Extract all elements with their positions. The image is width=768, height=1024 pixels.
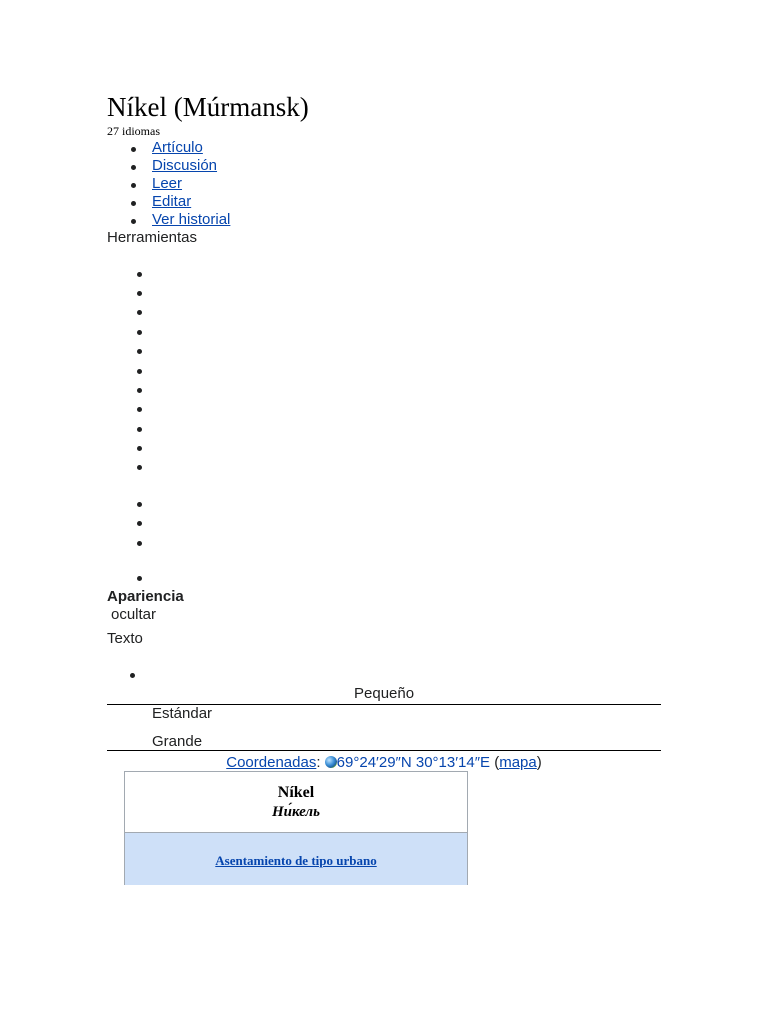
tools-list-bullet [137, 427, 142, 432]
tools-list-bullet [137, 407, 142, 412]
tab-history [107, 211, 230, 229]
coordinates-link[interactable]: Coordenadas [226, 754, 317, 771]
tools-list-bullet [137, 291, 142, 296]
page-title: Níkel (Múrmansk) [107, 92, 309, 122]
text-size-large-option[interactable]: Grande [152, 733, 203, 750]
tools-list-bullet [137, 369, 142, 374]
text-size-standard-option[interactable]: Estándar [152, 705, 213, 722]
tools-menu-label[interactable]: Herramientas [107, 229, 198, 246]
infobox-native-name: Ни́кель [271, 804, 320, 820]
appearance-hide-button[interactable]: ocultar [111, 606, 157, 623]
coordinates-separator: : [316, 754, 321, 771]
page-actions-nav [107, 139, 230, 229]
coordinates [107, 754, 661, 772]
tab-read [107, 175, 230, 193]
tab-read-link[interactable]: Leer [152, 175, 183, 192]
tab-article-link[interactable]: Artículo [152, 139, 203, 156]
tools-list-bullet [137, 541, 142, 546]
divider [107, 750, 661, 751]
tools-list-bullet [137, 502, 142, 507]
tab-history-link[interactable]: Ver historial [152, 211, 231, 228]
languages-button[interactable]: 27 idiomas [107, 124, 160, 138]
tab-discussion-link[interactable]: Discusión [152, 157, 218, 174]
tab-edit-link[interactable]: Editar [152, 193, 192, 210]
tools-list-bullet [137, 330, 142, 335]
infobox-type-link[interactable]: Asentamiento de tipo urbano [215, 853, 377, 868]
infobox-type-row [125, 833, 467, 885]
tools-list-bullet [137, 310, 142, 315]
tools-list-bullet [137, 465, 142, 470]
close-paren: ) [536, 754, 542, 771]
map-link[interactable]: mapa [499, 754, 537, 771]
infobox [124, 771, 468, 885]
text-size-bullet [130, 673, 135, 678]
tools-list-bullet [137, 446, 142, 451]
appearance-heading: Apariencia [107, 588, 184, 605]
tab-discussion [107, 157, 230, 175]
text-size-label: Texto [107, 630, 143, 647]
tools-list-bullet [137, 272, 142, 277]
tools-list-bullet [137, 388, 142, 393]
infobox-header [125, 772, 467, 833]
text-size-small-option[interactable]: Pequeño [354, 685, 415, 702]
tools-list-bullet [137, 521, 142, 526]
tab-edit [107, 193, 230, 211]
globe-icon[interactable] [325, 756, 337, 768]
tools-list-bullet [137, 576, 142, 581]
tab-article [107, 139, 230, 157]
infobox-name: Níkel [277, 784, 315, 801]
open-paren: ( [494, 754, 500, 771]
coordinates-value-link[interactable]: 69°24′29″N 30°13′14″E [336, 754, 491, 771]
tools-list-bullet [137, 349, 142, 354]
